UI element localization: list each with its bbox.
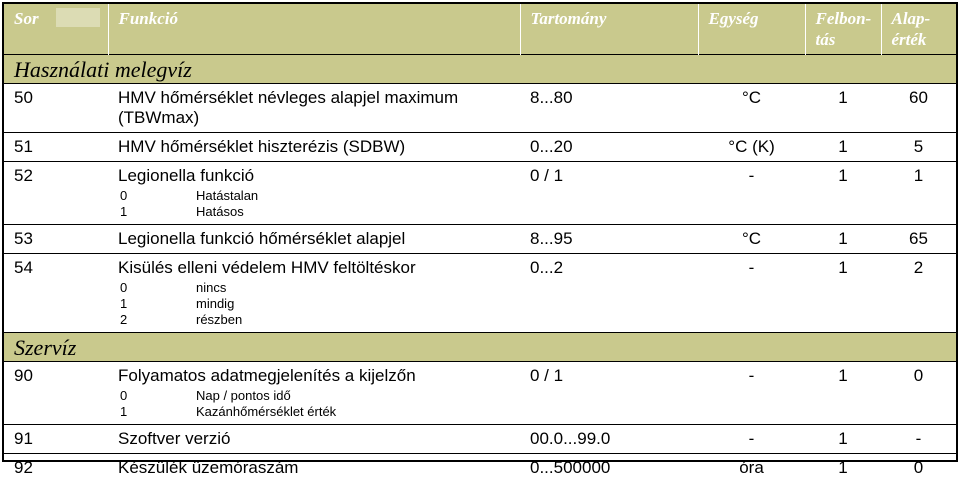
function-label: Legionella funkció: [118, 165, 255, 185]
cell-felbontas: 1: [805, 161, 881, 224]
function-label: HMV hőmérséklet hiszterézis (SDBW): [118, 136, 406, 156]
cell-funkcio: [108, 453, 520, 482]
option-key: 0: [120, 387, 128, 403]
cell-sor: 52: [4, 161, 108, 224]
option-list: [118, 280, 520, 328]
cell-egyseg: °C: [698, 224, 805, 253]
table-row: [4, 224, 956, 253]
cell-egyseg: -: [698, 253, 805, 332]
option-key: 1: [120, 403, 128, 419]
cell-egyseg: óra: [698, 453, 805, 482]
cell-tartomany: 0...2: [520, 253, 698, 332]
table-row: [4, 424, 956, 453]
section-title: Szervíz: [4, 332, 956, 361]
option-key: 0: [120, 187, 128, 203]
header-tartomany: Tartomány: [520, 4, 698, 54]
parameter-table: [4, 4, 956, 482]
option-value: nincs: [196, 279, 227, 295]
cell-egyseg: °C: [698, 83, 805, 132]
cell-funkcio: [108, 253, 520, 332]
table-row: [4, 253, 956, 332]
cell-tartomany: 0...20: [520, 132, 698, 161]
cell-funkcio: [108, 224, 520, 253]
option-value: Kazánhőmérséklet érték: [196, 403, 337, 419]
cell-alapertek: 1: [881, 161, 956, 224]
option-key: 1: [120, 295, 128, 311]
cell-tartomany: 8...95: [520, 224, 698, 253]
cell-funkcio: [108, 161, 520, 224]
cell-tartomany: 00.0...99.0: [520, 424, 698, 453]
parameter-table-document: [2, 2, 958, 477]
header-felbontas: Felbon- tás: [805, 4, 881, 54]
function-label: Készülék üzemóraszám: [118, 457, 299, 477]
cell-sor: 92: [4, 453, 108, 482]
cell-felbontas: 1: [805, 453, 881, 482]
option-value: részben: [196, 311, 243, 327]
table-row: [4, 132, 956, 161]
cell-sor: 50: [4, 83, 108, 132]
option-value: Hatásos: [196, 203, 244, 219]
cell-alapertek: 0: [881, 361, 956, 424]
cell-sor: 51: [4, 132, 108, 161]
function-label: Szoftver verzió: [118, 428, 231, 448]
cell-tartomany: 0 / 1: [520, 161, 698, 224]
option-key: 0: [120, 279, 128, 295]
cell-felbontas: 1: [805, 361, 881, 424]
cell-sor: 91: [4, 424, 108, 453]
function-label: HMV hőmérséklet névleges alapjel maximum (TBWmax): [118, 87, 459, 127]
table-header-row: [4, 4, 956, 54]
cell-funkcio: [108, 424, 520, 453]
cell-alapertek: 2: [881, 253, 956, 332]
cell-alapertek: 65: [881, 224, 956, 253]
cell-tartomany: 0 / 1: [520, 361, 698, 424]
cell-sor: 53: [4, 224, 108, 253]
header-egyseg: Egység: [698, 4, 805, 54]
cell-egyseg: -: [698, 424, 805, 453]
cell-alapertek: 5: [881, 132, 956, 161]
table-row: [4, 161, 956, 224]
cell-egyseg: -: [698, 361, 805, 424]
function-label: Legionella funkció hőmérséklet alapjel: [118, 228, 406, 248]
header-blank-cell: [56, 8, 100, 27]
cell-felbontas: 1: [805, 253, 881, 332]
option-list: [118, 188, 520, 220]
cell-felbontas: 1: [805, 83, 881, 132]
option-value: Nap / pontos idő: [196, 387, 291, 403]
cell-alapertek: 0: [881, 453, 956, 482]
table-row: [4, 453, 956, 482]
option-value: mindig: [196, 295, 235, 311]
section-title: Használati melegvíz: [4, 54, 956, 83]
header-alapertek: Alap- érték: [881, 4, 956, 54]
section-header-row: [4, 332, 956, 361]
cell-alapertek: 60: [881, 83, 956, 132]
cell-tartomany: 0...500000: [520, 453, 698, 482]
cell-tartomany: 8...80: [520, 83, 698, 132]
option-value: Hatástalan: [196, 187, 259, 203]
cell-felbontas: 1: [805, 224, 881, 253]
cell-funkcio: [108, 361, 520, 424]
function-label: Kisülés elleni védelem HMV feltöltéskor: [118, 257, 416, 277]
cell-sor: 54: [4, 253, 108, 332]
cell-egyseg: °C (K): [698, 132, 805, 161]
cell-alapertek: -: [881, 424, 956, 453]
cell-felbontas: 1: [805, 424, 881, 453]
option-list: [118, 388, 520, 420]
cell-egyseg: -: [698, 161, 805, 224]
cell-funkcio: [108, 132, 520, 161]
section-header-row: [4, 54, 956, 83]
function-label: Folyamatos adatmegjelenítés a kijelzőn: [118, 365, 416, 385]
table-row: [4, 361, 956, 424]
table-row: [4, 83, 956, 132]
cell-felbontas: 1: [805, 132, 881, 161]
option-key: 1: [120, 203, 128, 219]
cell-funkcio: [108, 83, 520, 132]
header-funkcio: Funkció: [108, 4, 520, 54]
option-key: 2: [120, 311, 128, 327]
cell-sor: 90: [4, 361, 108, 424]
header-sor: Sor: [4, 4, 108, 54]
